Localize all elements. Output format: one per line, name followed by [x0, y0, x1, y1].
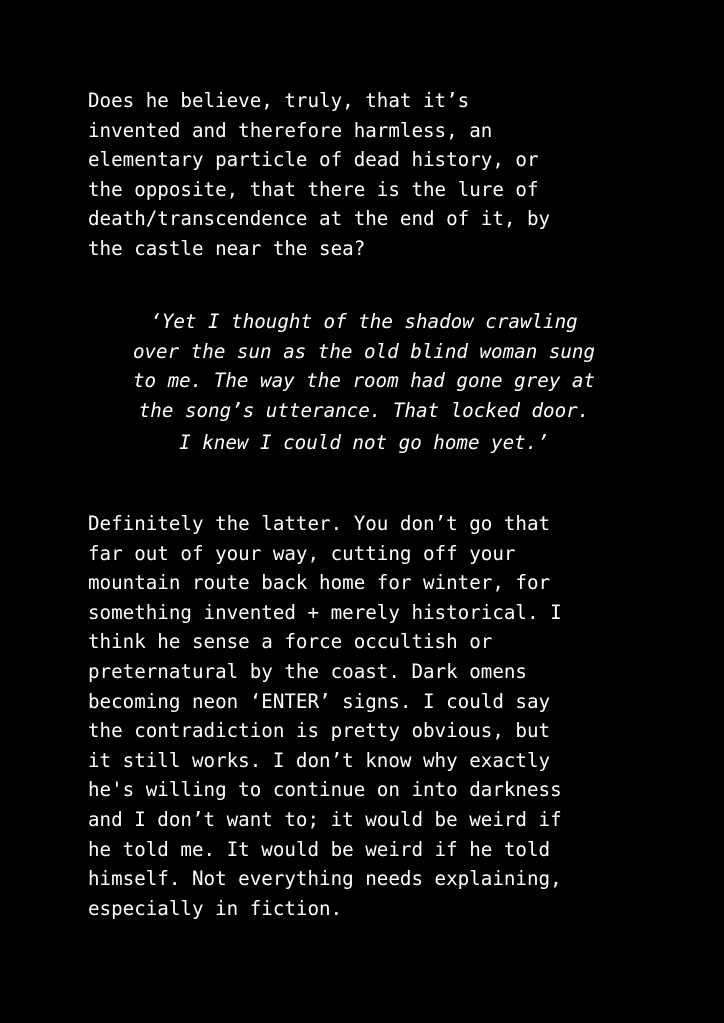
block-quote: ‘Yet I thought of the shadow crawling over the sun as the old blind woman sung to me. The way the room had gone grey at the song’s utterance. That locked door.: [132, 310, 596, 422]
block-quote-closing-line: I knew I could not go home yet.’: [179, 431, 549, 454]
closing-paragraph: Definitely the latter. You don’t go that far out of your way, cutting off your mountain route back home for winter, for something invented + merely historical. I think he sense a force occultish or preternatural by the coast. Dark omens becoming neon ‘ENTER’ signs. I could say the contradiction is pretty obvious, but it still works. I don’t know why exactly he's willing to continue on into darkness and I don’t want to; it would be weird if he told me. It would be weird if he told himself. Not everything needs explaining, especially in fiction.: [88, 512, 562, 920]
opening-paragraph: Does he believe, truly, that it’s invented and therefore harmless, an elementary particle of dead history, or the opposite, that there is the lure of death/transcendence at the end of it, by the castle near the sea?: [88, 89, 551, 260]
